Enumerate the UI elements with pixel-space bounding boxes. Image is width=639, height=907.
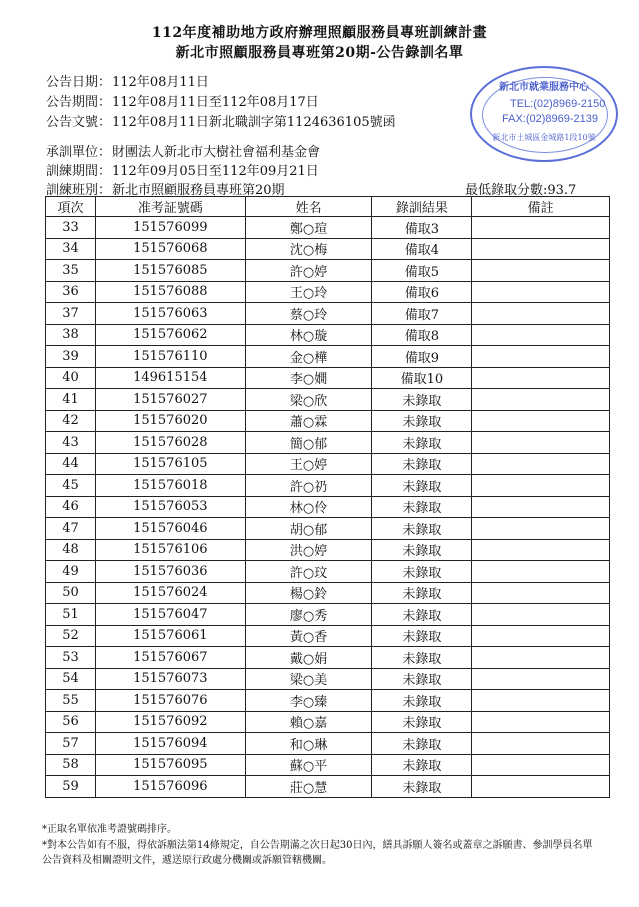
cell-result: 未錄取 bbox=[372, 754, 472, 776]
stamp-org: 新北市就業服務中心 bbox=[499, 82, 589, 93]
cell-name: 蘇○平 bbox=[245, 754, 372, 776]
cell-name: 蔡○玲 bbox=[245, 303, 372, 325]
cell-exam-number: 151576020 bbox=[95, 410, 245, 432]
table-header-row bbox=[46, 197, 610, 217]
cell-result: 備取9 bbox=[372, 346, 472, 368]
cell-result: 備取3 bbox=[372, 217, 472, 239]
cell-remark bbox=[472, 217, 610, 239]
cell-name: 蕭○霖 bbox=[245, 410, 372, 432]
cell-exam-number: 151576018 bbox=[95, 475, 245, 497]
table-row bbox=[46, 690, 610, 712]
cell-result: 未錄取 bbox=[372, 625, 472, 647]
cell-index: 55 bbox=[46, 690, 96, 712]
table-row bbox=[46, 367, 610, 389]
cell-result: 備取8 bbox=[372, 324, 472, 346]
cell-exam-number: 151576099 bbox=[95, 217, 245, 239]
cell-exam-number: 151576053 bbox=[95, 496, 245, 518]
table-row bbox=[46, 346, 610, 368]
cell-name: 金○樺 bbox=[245, 346, 372, 368]
cell-index: 37 bbox=[46, 303, 96, 325]
cell-result: 未錄取 bbox=[372, 561, 472, 583]
announce-period bbox=[46, 91, 319, 110]
footnote-appeal: *對本公告如有不服，得依訴願法第14條規定，自公告期滿之次日起30日內，繕具訴願人簽名或蓋章之訴願書、參訓學員名單公告資料及相關證明文件，遞送原行政處分機關或訴願管轄機關。 bbox=[42, 840, 593, 866]
cell-exam-number: 151576106 bbox=[95, 539, 245, 561]
announce-date-value: 112年08月11日 bbox=[112, 75, 209, 90]
doc-number-label: 公告文號： bbox=[46, 115, 112, 130]
cell-result: 備取4 bbox=[372, 238, 472, 260]
cell-remark bbox=[472, 776, 610, 798]
table-row bbox=[46, 303, 610, 325]
cell-result: 未錄取 bbox=[372, 389, 472, 411]
cell-name: 王○玲 bbox=[245, 281, 372, 303]
training-unit-value: 財團法人新北市大樹社會福利基金會 bbox=[112, 145, 321, 160]
announce-period-label: 公告期間： bbox=[46, 95, 112, 110]
cell-exam-number: 151576073 bbox=[95, 668, 245, 690]
cell-index: 47 bbox=[46, 518, 96, 540]
cell-index: 54 bbox=[46, 668, 96, 690]
cell-index: 44 bbox=[46, 453, 96, 475]
document-title: 112年度補助地方政府辦理照顧服務員專班訓練計畫 bbox=[151, 25, 488, 41]
cell-index: 56 bbox=[46, 711, 96, 733]
header-index: 項次 bbox=[46, 197, 96, 217]
cell-index: 58 bbox=[46, 754, 96, 776]
cell-remark bbox=[472, 346, 610, 368]
table-body bbox=[46, 217, 610, 798]
table-row bbox=[46, 432, 610, 454]
cell-remark bbox=[472, 582, 610, 604]
cell-result: 未錄取 bbox=[372, 668, 472, 690]
cell-index: 51 bbox=[46, 604, 96, 626]
min-score: 最低錄取分數:93.7 bbox=[465, 183, 577, 198]
table-row bbox=[46, 496, 610, 518]
doc-number-value: 112年08月11日新北職訓字第1124636105號函 bbox=[112, 115, 396, 130]
training-period-label: 訓練期間： bbox=[46, 164, 112, 179]
cell-name: 王○婷 bbox=[245, 453, 372, 475]
cell-remark bbox=[472, 754, 610, 776]
cell-result: 未錄取 bbox=[372, 496, 472, 518]
cell-index: 43 bbox=[46, 432, 96, 454]
official-stamp bbox=[470, 66, 618, 162]
header-exam-number: 准考証號碼 bbox=[95, 197, 245, 217]
cell-name: 戴○娟 bbox=[245, 647, 372, 669]
cell-result: 未錄取 bbox=[372, 518, 472, 540]
table-row bbox=[46, 453, 610, 475]
cell-exam-number: 151576024 bbox=[95, 582, 245, 604]
training-period bbox=[46, 160, 319, 179]
cell-remark bbox=[472, 711, 610, 733]
cell-remark bbox=[472, 518, 610, 540]
cell-index: 57 bbox=[46, 733, 96, 755]
cell-name: 簡○郁 bbox=[245, 432, 372, 454]
cell-remark bbox=[472, 561, 610, 583]
cell-result: 未錄取 bbox=[372, 604, 472, 626]
cell-exam-number: 151576036 bbox=[95, 561, 245, 583]
cell-name: 林○璇 bbox=[245, 324, 372, 346]
cell-index: 39 bbox=[46, 346, 96, 368]
cell-result: 未錄取 bbox=[372, 582, 472, 604]
cell-index: 50 bbox=[46, 582, 96, 604]
cell-remark bbox=[472, 453, 610, 475]
cell-result: 未錄取 bbox=[372, 453, 472, 475]
announce-date-label: 公告日期： bbox=[46, 75, 112, 90]
cell-remark bbox=[472, 647, 610, 669]
cell-exam-number: 151576094 bbox=[95, 733, 245, 755]
header-name: 姓名 bbox=[245, 197, 372, 217]
table-row bbox=[46, 475, 610, 497]
cell-remark bbox=[472, 367, 610, 389]
document-subtitle: 新北市照顧服務員專班第20期-公告錄訓名單 bbox=[175, 45, 464, 61]
cell-remark bbox=[472, 690, 610, 712]
cell-name: 莊○慧 bbox=[245, 776, 372, 798]
cell-remark bbox=[472, 432, 610, 454]
cell-exam-number: 151576092 bbox=[95, 711, 245, 733]
cell-name: 許○婷 bbox=[245, 260, 372, 282]
cell-result: 備取10 bbox=[372, 367, 472, 389]
cell-remark bbox=[472, 389, 610, 411]
cell-index: 33 bbox=[46, 217, 96, 239]
cell-name: 李○臻 bbox=[245, 690, 372, 712]
cell-remark bbox=[472, 475, 610, 497]
table-row bbox=[46, 389, 610, 411]
training-unit bbox=[46, 141, 320, 160]
cell-remark bbox=[472, 668, 610, 690]
table-row bbox=[46, 776, 610, 798]
table-row bbox=[46, 281, 610, 303]
cell-name: 胡○郁 bbox=[245, 518, 372, 540]
table-row bbox=[46, 733, 610, 755]
cell-remark bbox=[472, 625, 610, 647]
training-class-label: 訓練班別： bbox=[46, 183, 112, 198]
table-row bbox=[46, 647, 610, 669]
cell-index: 40 bbox=[46, 367, 96, 389]
stamp-tel: TEL:(02)8969-2150 bbox=[510, 98, 606, 110]
table-row bbox=[46, 539, 610, 561]
cell-remark bbox=[472, 281, 610, 303]
cell-exam-number: 151576063 bbox=[95, 303, 245, 325]
cell-name: 李○嫺 bbox=[245, 367, 372, 389]
table-row bbox=[46, 260, 610, 282]
training-class-value: 新北市照顧服務員專班第20期 bbox=[112, 183, 285, 198]
table-row bbox=[46, 711, 610, 733]
cell-exam-number: 151576028 bbox=[95, 432, 245, 454]
doc-number bbox=[46, 111, 396, 130]
cell-name: 楊○鈴 bbox=[245, 582, 372, 604]
table-row bbox=[46, 217, 610, 239]
cell-index: 35 bbox=[46, 260, 96, 282]
table-row bbox=[46, 238, 610, 260]
cell-exam-number: 151576088 bbox=[95, 281, 245, 303]
cell-result: 備取6 bbox=[372, 281, 472, 303]
announce-date bbox=[46, 71, 209, 90]
cell-index: 52 bbox=[46, 625, 96, 647]
header-remark: 備註 bbox=[472, 197, 610, 217]
cell-name: 廖○秀 bbox=[245, 604, 372, 626]
cell-index: 41 bbox=[46, 389, 96, 411]
table-row bbox=[46, 625, 610, 647]
table-row bbox=[46, 518, 610, 540]
cell-index: 42 bbox=[46, 410, 96, 432]
table-row bbox=[46, 604, 610, 626]
table-row bbox=[46, 582, 610, 604]
table-row bbox=[46, 668, 610, 690]
cell-result: 未錄取 bbox=[372, 733, 472, 755]
cell-name: 梁○美 bbox=[245, 668, 372, 690]
stamp-fax: FAX:(02)8969-2139 bbox=[502, 113, 599, 125]
table-row bbox=[46, 410, 610, 432]
table-row bbox=[46, 324, 610, 346]
cell-index: 59 bbox=[46, 776, 96, 798]
cell-exam-number: 149615154 bbox=[95, 367, 245, 389]
cell-result: 未錄取 bbox=[372, 776, 472, 798]
cell-exam-number: 151576062 bbox=[95, 324, 245, 346]
cell-exam-number: 151576110 bbox=[95, 346, 245, 368]
cell-remark bbox=[472, 410, 610, 432]
cell-result: 未錄取 bbox=[372, 539, 472, 561]
cell-index: 34 bbox=[46, 238, 96, 260]
cell-remark bbox=[472, 604, 610, 626]
cell-result: 備取5 bbox=[372, 260, 472, 282]
cell-exam-number: 151576047 bbox=[95, 604, 245, 626]
cell-name: 許○玟 bbox=[245, 561, 372, 583]
cell-result: 未錄取 bbox=[372, 647, 472, 669]
cell-exam-number: 151576076 bbox=[95, 690, 245, 712]
cell-name: 洪○婷 bbox=[245, 539, 372, 561]
cell-exam-number: 151576105 bbox=[95, 453, 245, 475]
cell-exam-number: 151576085 bbox=[95, 260, 245, 282]
cell-result: 未錄取 bbox=[372, 475, 472, 497]
cell-name: 許○礽 bbox=[245, 475, 372, 497]
cell-remark bbox=[472, 539, 610, 561]
cell-index: 38 bbox=[46, 324, 96, 346]
roster-table bbox=[45, 196, 610, 798]
cell-index: 49 bbox=[46, 561, 96, 583]
cell-index: 45 bbox=[46, 475, 96, 497]
cell-name: 和○琳 bbox=[245, 733, 372, 755]
table-row bbox=[46, 754, 610, 776]
cell-remark bbox=[472, 303, 610, 325]
announce-period-value: 112年08月11日至112年08月17日 bbox=[112, 95, 319, 110]
header-result: 錄訓結果 bbox=[372, 197, 472, 217]
training-period-value: 112年09月05日至112年09月21日 bbox=[112, 164, 319, 179]
cell-index: 36 bbox=[46, 281, 96, 303]
footnote-order: *正取名單依准考證號碼排序。 bbox=[42, 824, 177, 835]
cell-exam-number: 151576061 bbox=[95, 625, 245, 647]
cell-name: 沈○梅 bbox=[245, 238, 372, 260]
cell-result: 備取7 bbox=[372, 303, 472, 325]
cell-name: 梁○欣 bbox=[245, 389, 372, 411]
cell-result: 未錄取 bbox=[372, 410, 472, 432]
cell-exam-number: 151576067 bbox=[95, 647, 245, 669]
cell-remark bbox=[472, 733, 610, 755]
cell-index: 53 bbox=[46, 647, 96, 669]
cell-exam-number: 151576095 bbox=[95, 754, 245, 776]
table-row bbox=[46, 561, 610, 583]
cell-remark bbox=[472, 238, 610, 260]
cell-result: 未錄取 bbox=[372, 711, 472, 733]
stamp-address: 新北市土城區金城路1段10號 bbox=[492, 133, 596, 142]
cell-index: 48 bbox=[46, 539, 96, 561]
cell-exam-number: 151576068 bbox=[95, 238, 245, 260]
cell-result: 未錄取 bbox=[372, 432, 472, 454]
cell-name: 黃○香 bbox=[245, 625, 372, 647]
training-unit-label: 承訓單位： bbox=[46, 145, 112, 160]
cell-index: 46 bbox=[46, 496, 96, 518]
cell-exam-number: 151576027 bbox=[95, 389, 245, 411]
cell-name: 林○伶 bbox=[245, 496, 372, 518]
cell-result: 未錄取 bbox=[372, 690, 472, 712]
cell-exam-number: 151576046 bbox=[95, 518, 245, 540]
cell-remark bbox=[472, 324, 610, 346]
cell-remark bbox=[472, 496, 610, 518]
cell-name: 鄭○瑄 bbox=[245, 217, 372, 239]
cell-remark bbox=[472, 260, 610, 282]
cell-name: 賴○嘉 bbox=[245, 711, 372, 733]
cell-exam-number: 151576096 bbox=[95, 776, 245, 798]
